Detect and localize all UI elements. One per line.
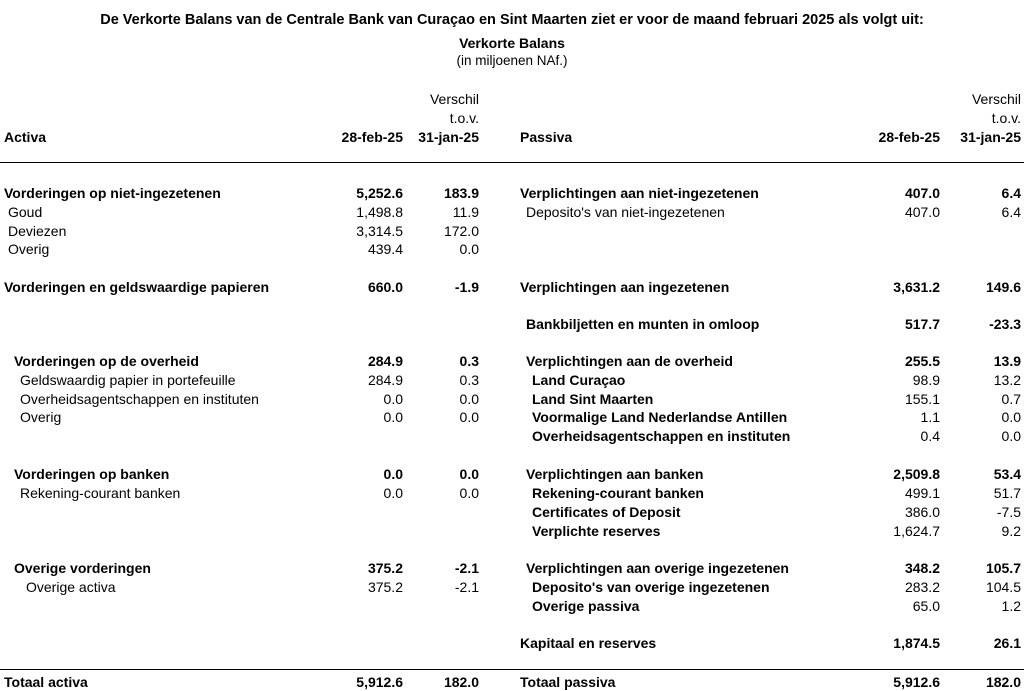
activa-row-current: 439.4 [367,241,403,257]
activa-row-label: Geldswaardig papier in portefeuille [20,372,236,388]
activa-row-diff: 0.0 [459,391,479,407]
passiva-row-diff: 1.2 [1001,598,1021,614]
right-col-prev-header: 31-jan-25 [960,129,1021,145]
activa-row-current: 284.9 [367,353,403,369]
passiva-row-current: 386.0 [904,504,940,520]
activa-row-diff: 0.3 [459,372,479,388]
activa-row-current: 0.0 [383,466,403,482]
passiva-header: Passiva [520,129,573,145]
balance-subtitle: Verkorte Balans [459,35,565,51]
passiva-row-diff: 0.0 [1001,409,1021,425]
passiva-row-current: 348.2 [904,560,940,576]
activa-row-label: Vorderingen op de overheid [14,353,199,369]
activa-row-diff: -2.1 [454,560,479,576]
activa-row-label: Overig [20,409,62,425]
activa-row-label: Vorderingen op banken [14,466,170,482]
activa-header: Activa [4,129,47,145]
passiva-row-current: 1,624.7 [893,523,940,539]
total-activa-label: Totaal activa [4,674,88,690]
passiva-row-current: 1.1 [920,409,940,425]
passiva-row-label: Overheidsagentschappen en instituten [532,428,791,444]
passiva-row-label: Bankbiljetten en munten in omloop [526,316,760,332]
totals-rule [0,669,1024,670]
passiva-row-current: 2,509.8 [893,466,940,482]
passiva-row-label: Overige passiva [532,598,640,614]
passiva-row-label: Verplichte reserves [532,523,661,539]
passiva-row-current: 65.0 [912,598,940,614]
passiva-row-label: Verplichtingen aan overige ingezetenen [526,560,789,576]
passiva-row-diff: -23.3 [989,316,1021,332]
passiva-row-diff: -7.5 [996,504,1021,520]
activa-row-current: 1,498.8 [356,204,403,220]
passiva-row-diff: 149.6 [985,279,1021,295]
right-verschil-header: Verschil [971,91,1021,107]
activa-row-diff: 0.0 [459,485,479,501]
activa-row-current: 660.0 [367,279,403,295]
passiva-row-diff: 6.4 [1001,185,1021,201]
activa-row-diff: 183.9 [443,185,479,201]
total-passiva-label: Totaal passiva [520,674,616,690]
activa-row-label: Overheidsagentschappen en instituten [20,391,259,407]
passiva-row-label: Certificates of Deposit [532,504,681,520]
passiva-row-diff: 105.7 [985,560,1021,576]
activa-row-label: Overige vorderingen [14,560,151,576]
passiva-row-diff: 13.2 [993,372,1021,388]
passiva-row-label: Verplichtingen aan banken [526,466,704,482]
total-passiva-current: 5,912.6 [893,674,940,690]
right-col-current-header: 28-feb-25 [878,129,940,145]
passiva-row-diff: 104.5 [985,579,1021,595]
passiva-row-label: Land Sint Maarten [532,391,654,407]
passiva-row-current: 517.7 [904,316,940,332]
passiva-row-current: 155.1 [904,391,940,407]
passiva-row-current: 3,631.2 [893,279,940,295]
passiva-row-label: Deposito's van overige ingezetenen [532,579,770,595]
passiva-row-diff: 0.0 [1001,428,1021,444]
activa-row-current: 375.2 [367,579,403,595]
left-tov-header: t.o.v. [449,110,479,126]
passiva-row-current: 407.0 [904,185,940,201]
passiva-row-label: Land Curaçao [532,372,626,388]
right-tov-header: t.o.v. [991,110,1021,126]
activa-row-current: 0.0 [383,409,403,425]
passiva-row-label: Deposito's van niet-ingezetenen [526,204,725,220]
activa-row-diff: 0.3 [459,353,479,369]
passiva-row-current: 407.0 [904,204,940,220]
activa-row-current: 375.2 [367,560,403,576]
activa-row-diff: -1.9 [454,279,479,295]
left-col-prev-header: 31-jan-25 [418,129,479,145]
activa-row-diff: -2.1 [454,579,479,595]
activa-row-diff: 172.0 [443,223,479,239]
activa-row-diff: 0.0 [459,466,479,482]
total-passiva-diff: 182.0 [985,674,1021,690]
activa-row-label: Vorderingen en geldswaardige papieren [4,279,270,295]
activa-row-diff: 0.0 [459,241,479,257]
passiva-row-label: Verplichtingen aan niet-ingezetenen [520,185,759,201]
passiva-row-current: 0.4 [920,428,940,444]
passiva-row-label: Kapitaal en reserves [520,635,657,651]
page-title: De Verkorte Balans van de Centrale Bank van Curaçao en Sint Maarten ziet er voor de maand februari 2025 als volgt uit: [100,12,924,28]
activa-row-current: 3,314.5 [356,223,403,239]
passiva-row-label: Verplichtingen aan de overheid [526,353,733,369]
activa-row-current: 0.0 [383,391,403,407]
activa-row-label: Overige activa [26,579,116,595]
activa-row-label: Rekening-courant banken [20,485,181,501]
activa-row-label: Deviezen [8,223,67,239]
activa-row-label: Overig [8,241,50,257]
activa-row-current: 284.9 [367,372,403,388]
header-rule [0,162,1024,163]
unit-note: (in miljoenen NAf.) [456,53,568,68]
passiva-row-label: Rekening-courant banken [532,485,704,501]
activa-row-current: 0.0 [383,485,403,501]
activa-row-label: Vorderingen op niet-ingezetenen [4,185,221,201]
passiva-row-diff: 51.7 [993,485,1021,501]
passiva-row-diff: 0.7 [1001,391,1021,407]
passiva-row-current: 283.2 [904,579,940,595]
total-activa-current: 5,912.6 [356,674,403,690]
activa-row-current: 5,252.6 [356,185,403,201]
passiva-row-label: Verplichtingen aan ingezetenen [520,279,730,295]
left-col-current-header: 28-feb-25 [341,129,403,145]
passiva-row-diff: 53.4 [993,466,1021,482]
passiva-row-current: 499.1 [904,485,940,501]
passiva-row-diff: 6.4 [1001,204,1021,220]
passiva-row-diff: 26.1 [993,635,1021,651]
total-activa-diff: 182.0 [443,674,479,690]
passiva-row-current: 255.5 [904,353,940,369]
passiva-row-current: 1,874.5 [893,635,940,651]
activa-row-diff: 11.9 [452,204,479,220]
passiva-row-current: 98.9 [912,372,940,388]
passiva-row-label: Voormalige Land Nederlandse Antillen [532,409,788,425]
activa-row-diff: 0.0 [459,409,479,425]
passiva-row-diff: 13.9 [993,353,1021,369]
activa-row-label: Goud [8,204,43,220]
passiva-row-diff: 9.2 [1001,523,1021,539]
left-verschil-header: Verschil [429,91,479,107]
